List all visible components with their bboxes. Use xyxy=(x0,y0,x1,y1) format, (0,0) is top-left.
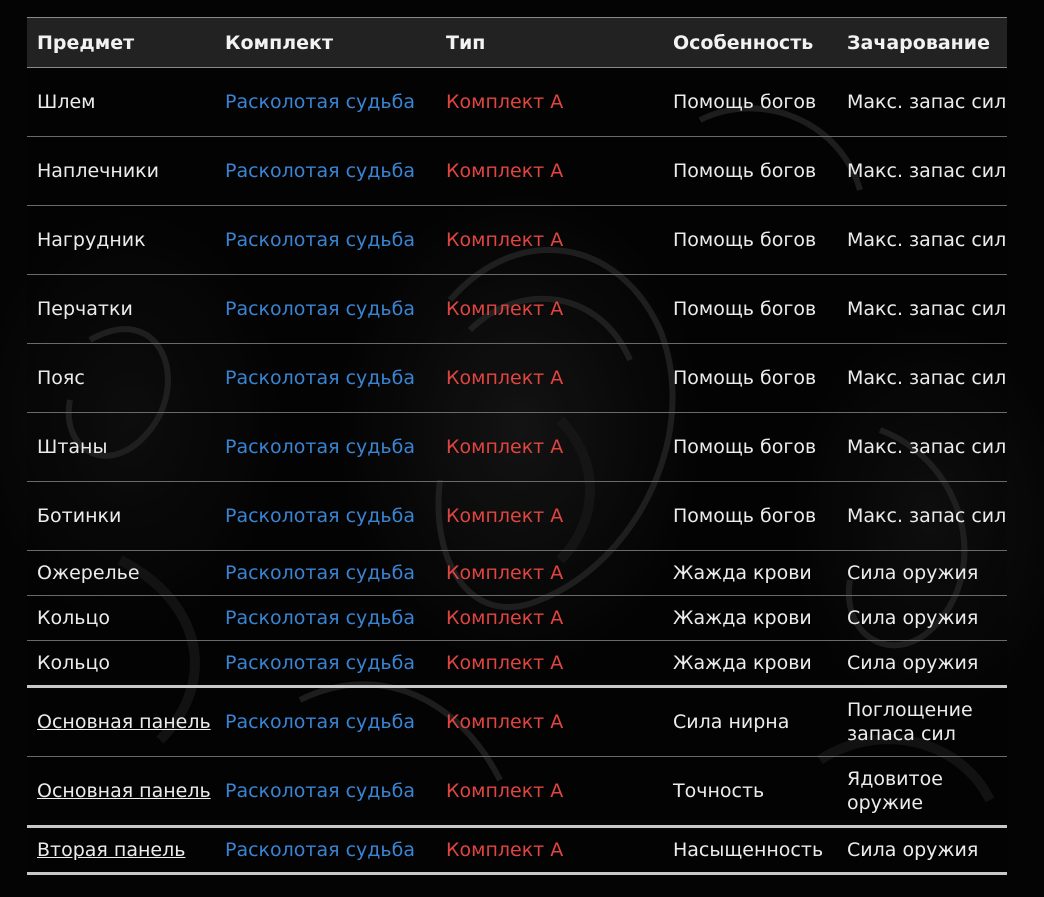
trait-cell: Помощь богов xyxy=(663,206,837,275)
enchant-cell: Ядовитое оружие xyxy=(837,757,1007,827)
enchant-cell: Макс. запас сил xyxy=(837,413,1007,482)
trait-cell: Сила нирна xyxy=(663,687,837,757)
type-cell: Комплект А xyxy=(446,839,564,861)
enchant-cell: Макс. запас сил xyxy=(837,137,1007,206)
enchant-cell: Сила оружия xyxy=(837,641,1007,687)
enchant-cell: Макс. запас сил xyxy=(837,344,1007,413)
trait-cell: Жажда крови xyxy=(663,551,837,596)
set-link[interactable]: Расколотая судьба xyxy=(225,652,415,674)
gear-table xyxy=(27,17,1007,875)
set-link[interactable]: Расколотая судьба xyxy=(225,91,415,113)
table-row xyxy=(27,68,1007,137)
type-cell: Комплект А xyxy=(446,91,564,113)
type-cell: Комплект А xyxy=(446,607,564,629)
table-row xyxy=(27,344,1007,413)
enchant-cell: Макс. запас сил xyxy=(837,68,1007,137)
table-row xyxy=(27,827,1007,874)
enchant-cell: Макс. запас сил xyxy=(837,206,1007,275)
table-row xyxy=(27,137,1007,206)
item-cell: Кольцо xyxy=(27,641,215,687)
trait-cell: Помощь богов xyxy=(663,275,837,344)
header-type: Тип xyxy=(436,18,663,68)
trait-cell: Помощь богов xyxy=(663,68,837,137)
type-cell: Комплект А xyxy=(446,298,564,320)
table-row xyxy=(27,551,1007,596)
set-link[interactable]: Расколотая судьба xyxy=(225,562,415,584)
set-link[interactable]: Расколотая судьба xyxy=(225,436,415,458)
item-link[interactable]: Основная панель xyxy=(37,780,211,802)
set-link[interactable]: Расколотая судьба xyxy=(225,367,415,389)
set-link[interactable]: Расколотая судьба xyxy=(225,229,415,251)
table-row xyxy=(27,206,1007,275)
trait-cell: Жажда крови xyxy=(663,596,837,641)
item-cell: Ботинки xyxy=(27,482,215,551)
type-cell: Комплект А xyxy=(446,436,564,458)
table-row xyxy=(27,482,1007,551)
item-cell: Наплечники xyxy=(27,137,215,206)
table-row xyxy=(27,641,1007,687)
table-header-row xyxy=(27,18,1007,68)
table-row xyxy=(27,596,1007,641)
item-cell: Нагрудник xyxy=(27,206,215,275)
set-link[interactable]: Расколотая судьба xyxy=(225,607,415,629)
trait-cell: Помощь богов xyxy=(663,137,837,206)
enchant-cell: Сила оружия xyxy=(837,827,1007,874)
item-cell: Ожерелье xyxy=(27,551,215,596)
set-link[interactable]: Расколотая судьба xyxy=(225,780,415,802)
type-cell: Комплект А xyxy=(446,229,564,251)
table-row xyxy=(27,687,1007,757)
table-row xyxy=(27,757,1007,827)
enchant-cell: Макс. запас сил xyxy=(837,482,1007,551)
header-item: Предмет xyxy=(27,18,215,68)
trait-cell: Точность xyxy=(663,757,837,827)
type-cell: Комплект А xyxy=(446,780,564,802)
table-row xyxy=(27,413,1007,482)
enchant-cell: Макс. запас сил xyxy=(837,275,1007,344)
header-trait: Особенность xyxy=(663,18,837,68)
type-cell: Комплект А xyxy=(446,652,564,674)
item-cell: Перчатки xyxy=(27,275,215,344)
set-link[interactable]: Расколотая судьба xyxy=(225,298,415,320)
trait-cell: Помощь богов xyxy=(663,413,837,482)
set-link[interactable]: Расколотая судьба xyxy=(225,839,415,861)
enchant-cell: Поглощение запаса сил xyxy=(837,687,1007,757)
gear-table-container xyxy=(27,17,1007,875)
type-cell: Комплект А xyxy=(446,562,564,584)
trait-cell: Насыщенность xyxy=(663,827,837,874)
type-cell: Комплект А xyxy=(446,711,564,733)
header-enchant: Зачарование xyxy=(837,18,1007,68)
table-row xyxy=(27,275,1007,344)
set-link[interactable]: Расколотая судьба xyxy=(225,160,415,182)
enchant-cell: Сила оружия xyxy=(837,551,1007,596)
set-link[interactable]: Расколотая судьба xyxy=(225,711,415,733)
item-cell: Штаны xyxy=(27,413,215,482)
type-cell: Комплект А xyxy=(446,505,564,527)
item-link[interactable]: Вторая панель xyxy=(37,839,186,861)
enchant-cell: Сила оружия xyxy=(837,596,1007,641)
trait-cell: Жажда крови xyxy=(663,641,837,687)
type-cell: Комплект А xyxy=(446,367,564,389)
item-link[interactable]: Основная панель xyxy=(37,711,211,733)
item-cell: Кольцо xyxy=(27,596,215,641)
trait-cell: Помощь богов xyxy=(663,482,837,551)
trait-cell: Помощь богов xyxy=(663,344,837,413)
item-cell: Шлем xyxy=(27,68,215,137)
item-cell: Пояс xyxy=(27,344,215,413)
header-set: Комплект xyxy=(215,18,436,68)
type-cell: Комплект А xyxy=(446,160,564,182)
set-link[interactable]: Расколотая судьба xyxy=(225,505,415,527)
